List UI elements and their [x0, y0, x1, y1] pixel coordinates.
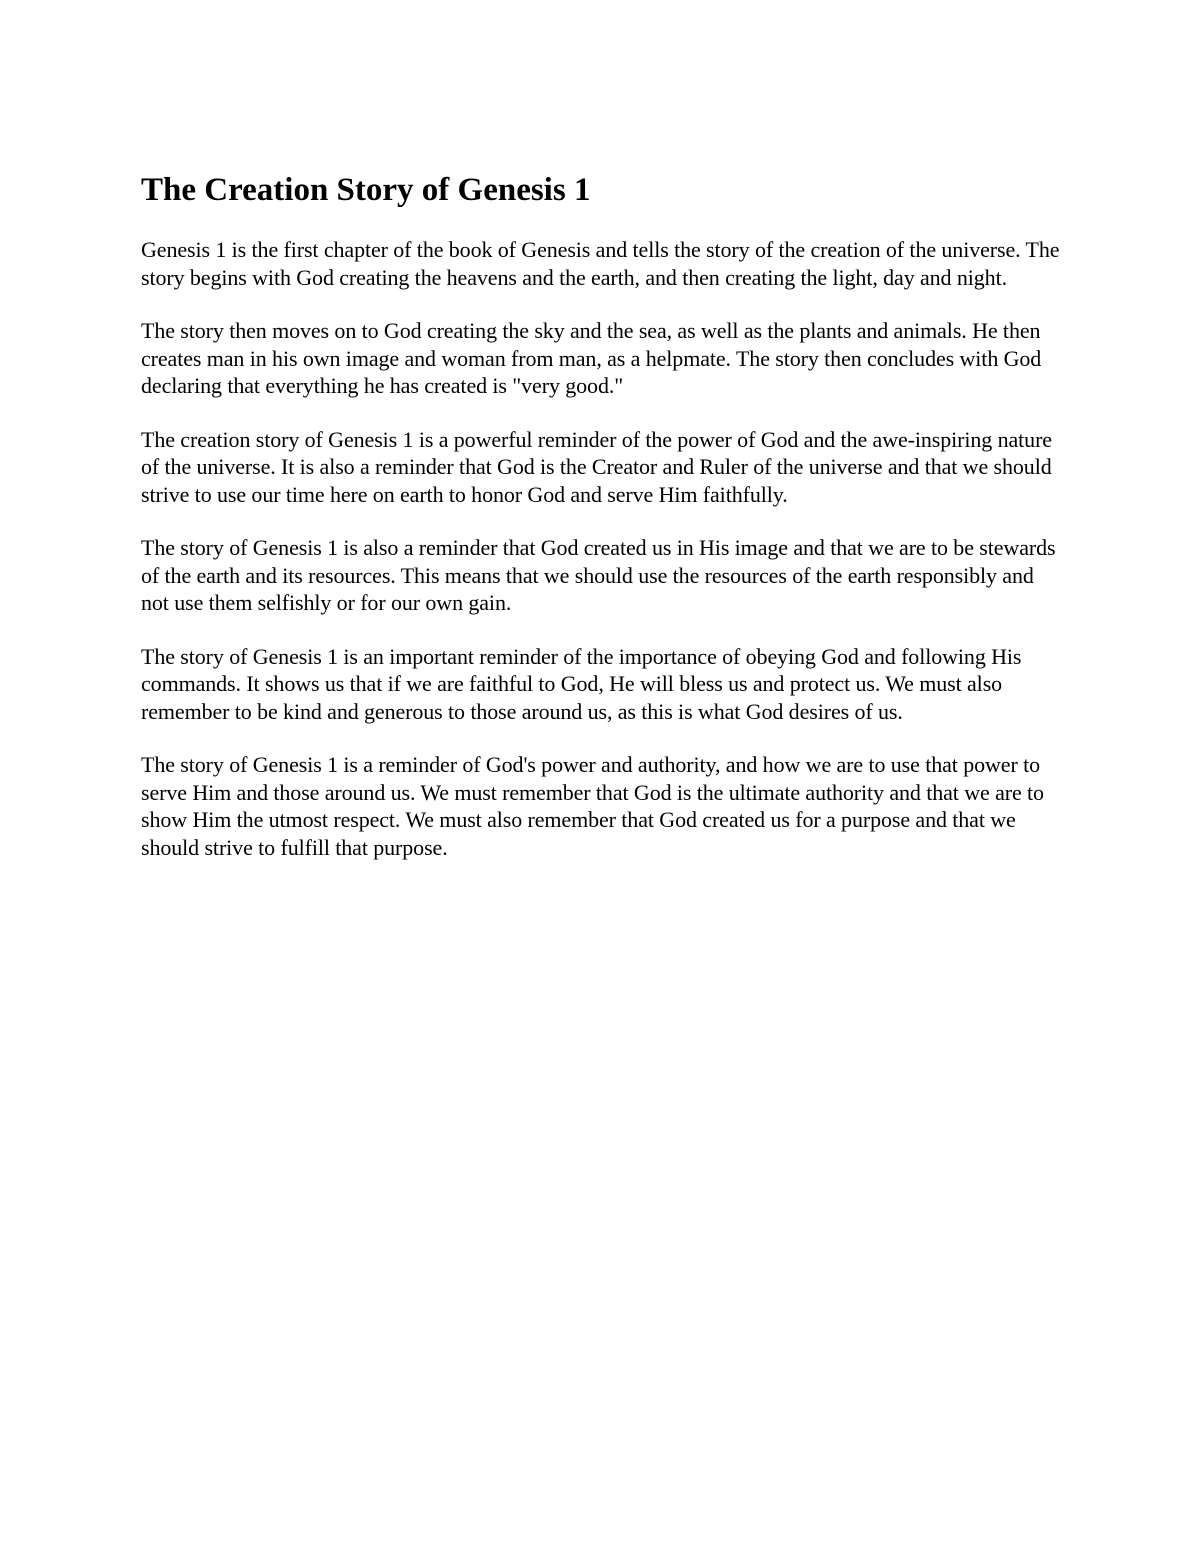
paragraph-4: The story of Genesis 1 is also a reminder that God created us in His image and that we are to be stewards of the earth and its resources. This means that we should use the resources of the earth responsibly and not use them selfishly or for our own gain. — [141, 535, 1056, 615]
paragraph-3: The creation story of Genesis 1 is a powerful reminder of the power of God and the awe-inspiring nature of the universe. It is also a reminder that God is the Creator and Ruler of the universe and that we should strive to use our time here on earth to honor God and serve Him faithfully. — [141, 426, 1052, 507]
document-body — [141, 166, 1061, 887]
paragraph-1: Genesis 1 is the first chapter of the book of Genesis and tells the story of the creation of the universe. The story begins with God creating the heavens and the earth, and then creating the light, day and night. — [141, 237, 1060, 290]
paragraph-2: The story then moves on to God creating the sky and the sea, as well as the plants and animals. He then creates man in his own image and woman from man, as a helpmate. The story then concludes with God declaring that everything he has created is "very good." — [141, 318, 1042, 398]
paragraph-5: The story of Genesis 1 is an important reminder of the importance of obeying God and following His commands. It shows us that if we are faithful to God, He will bless us and protect us. We must also remember to be kind and generous to those around us, as this is what God desires of us. — [141, 643, 1022, 724]
document-title: The Creation Story of Genesis 1 — [141, 172, 591, 208]
paragraph-6: The story of Genesis 1 is a reminder of God's power and authority, and how we are to use that power to serve Him and those around us. We must remember that God is the ultimate authority and that we are to show Him the utmost respect. We must also remember that God created us for a purpose and that we should strive to fulfill that purpose. — [141, 752, 1044, 860]
